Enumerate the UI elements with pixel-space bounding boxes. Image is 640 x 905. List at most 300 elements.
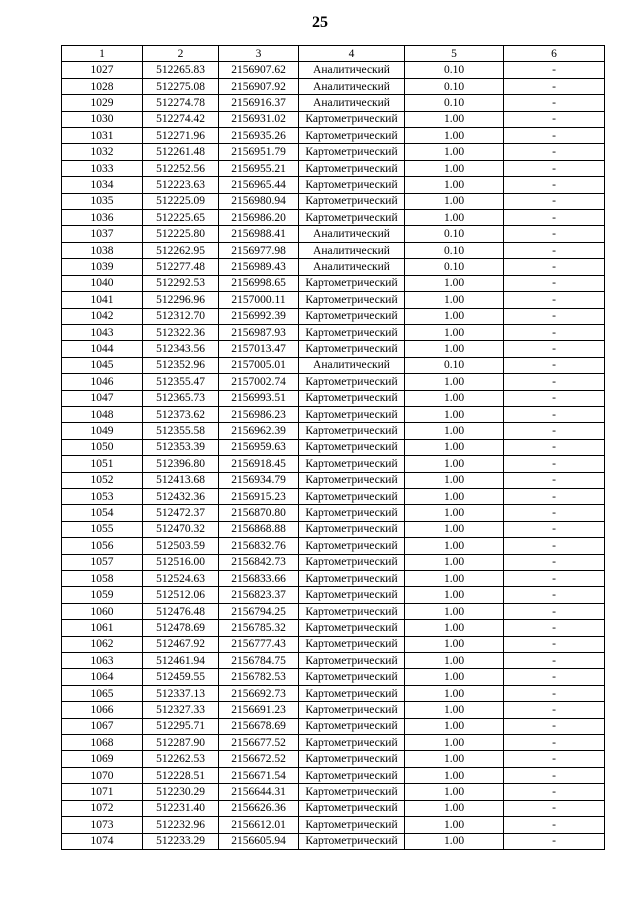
table-row xyxy=(62,488,605,504)
accuracy-cell: 1.00 xyxy=(405,111,504,127)
note-cell: - xyxy=(504,78,605,94)
table-row xyxy=(62,275,605,291)
y-coordinate-cell: 2156988.41 xyxy=(219,226,299,242)
x-coordinate-cell: 512265.83 xyxy=(143,62,219,78)
method-cell: Аналитический xyxy=(299,62,405,78)
point-number-cell: 1031 xyxy=(62,128,143,144)
accuracy-cell: 1.00 xyxy=(405,292,504,308)
y-coordinate-cell: 2157013.47 xyxy=(219,341,299,357)
x-coordinate-cell: 512478.69 xyxy=(143,620,219,636)
note-cell: - xyxy=(504,111,605,127)
accuracy-cell: 1.00 xyxy=(405,718,504,734)
accuracy-cell: 1.00 xyxy=(405,702,504,718)
y-coordinate-cell: 2156918.45 xyxy=(219,456,299,472)
accuracy-cell: 1.00 xyxy=(405,538,504,554)
x-coordinate-cell: 512296.96 xyxy=(143,292,219,308)
accuracy-cell: 1.00 xyxy=(405,521,504,537)
table-row xyxy=(62,210,605,226)
x-coordinate-cell: 512322.36 xyxy=(143,324,219,340)
accuracy-cell: 1.00 xyxy=(405,751,504,767)
x-coordinate-cell: 512252.56 xyxy=(143,160,219,176)
point-number-cell: 1047 xyxy=(62,390,143,406)
point-number-cell: 1040 xyxy=(62,275,143,291)
point-number-cell: 1054 xyxy=(62,505,143,521)
accuracy-cell: 1.00 xyxy=(405,374,504,390)
table-row xyxy=(62,456,605,472)
x-coordinate-cell: 512274.42 xyxy=(143,111,219,127)
x-coordinate-cell: 512373.62 xyxy=(143,406,219,422)
method-cell: Картометрический xyxy=(299,669,405,685)
method-cell: Картометрический xyxy=(299,767,405,783)
point-number-cell: 1069 xyxy=(62,751,143,767)
table-row xyxy=(62,160,605,176)
method-cell: Картометрический xyxy=(299,751,405,767)
method-cell: Аналитический xyxy=(299,78,405,94)
accuracy-cell: 0.10 xyxy=(405,62,504,78)
x-coordinate-cell: 512274.78 xyxy=(143,95,219,111)
note-cell: - xyxy=(504,554,605,570)
method-cell: Картометрический xyxy=(299,177,405,193)
note-cell: - xyxy=(504,324,605,340)
table-row xyxy=(62,702,605,718)
method-cell: Картометрический xyxy=(299,111,405,127)
y-coordinate-cell: 2156977.98 xyxy=(219,242,299,258)
point-number-cell: 1033 xyxy=(62,160,143,176)
x-coordinate-cell: 512476.48 xyxy=(143,603,219,619)
y-coordinate-cell: 2156626.36 xyxy=(219,800,299,816)
accuracy-cell: 1.00 xyxy=(405,603,504,619)
point-number-cell: 1032 xyxy=(62,144,143,160)
table-row xyxy=(62,538,605,554)
point-number-cell: 1055 xyxy=(62,521,143,537)
column-header-1: 1 xyxy=(62,46,143,62)
note-cell: - xyxy=(504,488,605,504)
x-coordinate-cell: 512231.40 xyxy=(143,800,219,816)
point-number-cell: 1070 xyxy=(62,767,143,783)
accuracy-cell: 1.00 xyxy=(405,653,504,669)
method-cell: Картометрический xyxy=(299,456,405,472)
note-cell: - xyxy=(504,521,605,537)
y-coordinate-cell: 2156907.62 xyxy=(219,62,299,78)
point-number-cell: 1042 xyxy=(62,308,143,324)
x-coordinate-cell: 512312.70 xyxy=(143,308,219,324)
point-number-cell: 1062 xyxy=(62,636,143,652)
point-number-cell: 1056 xyxy=(62,538,143,554)
column-header-4: 4 xyxy=(299,46,405,62)
note-cell: - xyxy=(504,341,605,357)
y-coordinate-cell: 2156612.01 xyxy=(219,817,299,833)
y-coordinate-cell: 2156962.39 xyxy=(219,423,299,439)
point-number-cell: 1039 xyxy=(62,259,143,275)
x-coordinate-cell: 512396.80 xyxy=(143,456,219,472)
y-coordinate-cell: 2156980.94 xyxy=(219,193,299,209)
method-cell: Картометрический xyxy=(299,735,405,751)
table-row xyxy=(62,653,605,669)
y-coordinate-cell: 2156692.73 xyxy=(219,685,299,701)
method-cell: Картометрический xyxy=(299,210,405,226)
method-cell: Картометрический xyxy=(299,275,405,291)
x-coordinate-cell: 512225.65 xyxy=(143,210,219,226)
point-number-cell: 1044 xyxy=(62,341,143,357)
y-coordinate-cell: 2156951.79 xyxy=(219,144,299,160)
point-number-cell: 1035 xyxy=(62,193,143,209)
table-row xyxy=(62,292,605,308)
table-body xyxy=(62,62,605,850)
accuracy-cell: 0.10 xyxy=(405,226,504,242)
x-coordinate-cell: 512343.56 xyxy=(143,341,219,357)
note-cell: - xyxy=(504,95,605,111)
note-cell: - xyxy=(504,423,605,439)
point-number-cell: 1063 xyxy=(62,653,143,669)
accuracy-cell: 1.00 xyxy=(405,833,504,849)
y-coordinate-cell: 2156955.21 xyxy=(219,160,299,176)
table-row xyxy=(62,685,605,701)
point-number-cell: 1058 xyxy=(62,571,143,587)
method-cell: Картометрический xyxy=(299,636,405,652)
page-number: 25 xyxy=(312,14,328,31)
accuracy-cell: 1.00 xyxy=(405,308,504,324)
x-coordinate-cell: 512432.36 xyxy=(143,488,219,504)
accuracy-cell: 1.00 xyxy=(405,275,504,291)
accuracy-cell: 1.00 xyxy=(405,817,504,833)
point-number-cell: 1043 xyxy=(62,324,143,340)
table-row xyxy=(62,603,605,619)
accuracy-cell: 1.00 xyxy=(405,193,504,209)
point-number-cell: 1051 xyxy=(62,456,143,472)
note-cell: - xyxy=(504,226,605,242)
method-cell: Картометрический xyxy=(299,817,405,833)
point-number-cell: 1052 xyxy=(62,472,143,488)
accuracy-cell: 1.00 xyxy=(405,620,504,636)
table-row xyxy=(62,423,605,439)
note-cell: - xyxy=(504,308,605,324)
column-header-5: 5 xyxy=(405,46,504,62)
y-coordinate-cell: 2156868.88 xyxy=(219,521,299,537)
table-row xyxy=(62,259,605,275)
accuracy-cell: 1.00 xyxy=(405,341,504,357)
table-row xyxy=(62,242,605,258)
method-cell: Картометрический xyxy=(299,603,405,619)
point-number-cell: 1036 xyxy=(62,210,143,226)
accuracy-cell: 1.00 xyxy=(405,735,504,751)
table-row xyxy=(62,800,605,816)
y-coordinate-cell: 2156842.73 xyxy=(219,554,299,570)
table-row xyxy=(62,571,605,587)
table-row xyxy=(62,144,605,160)
y-coordinate-cell: 2156672.52 xyxy=(219,751,299,767)
point-number-cell: 1057 xyxy=(62,554,143,570)
method-cell: Картометрический xyxy=(299,653,405,669)
note-cell: - xyxy=(504,669,605,685)
point-number-cell: 1034 xyxy=(62,177,143,193)
accuracy-cell: 1.00 xyxy=(405,423,504,439)
y-coordinate-cell: 2157002.74 xyxy=(219,374,299,390)
accuracy-cell: 1.00 xyxy=(405,144,504,160)
accuracy-cell: 0.10 xyxy=(405,95,504,111)
y-coordinate-cell: 2156916.37 xyxy=(219,95,299,111)
point-number-cell: 1073 xyxy=(62,817,143,833)
accuracy-cell: 1.00 xyxy=(405,390,504,406)
point-number-cell: 1041 xyxy=(62,292,143,308)
table-row xyxy=(62,406,605,422)
method-cell: Картометрический xyxy=(299,587,405,603)
table-row xyxy=(62,78,605,94)
method-cell: Картометрический xyxy=(299,685,405,701)
y-coordinate-cell: 2156691.23 xyxy=(219,702,299,718)
y-coordinate-cell: 2156823.37 xyxy=(219,587,299,603)
y-coordinate-cell: 2156998.65 xyxy=(219,275,299,291)
table-row xyxy=(62,735,605,751)
note-cell: - xyxy=(504,751,605,767)
y-coordinate-cell: 2156785.32 xyxy=(219,620,299,636)
note-cell: - xyxy=(504,800,605,816)
note-cell: - xyxy=(504,472,605,488)
note-cell: - xyxy=(504,456,605,472)
table-row xyxy=(62,817,605,833)
table-row xyxy=(62,357,605,373)
note-cell: - xyxy=(504,62,605,78)
point-number-cell: 1071 xyxy=(62,784,143,800)
note-cell: - xyxy=(504,718,605,734)
note-cell: - xyxy=(504,636,605,652)
table-row xyxy=(62,128,605,144)
method-cell: Картометрический xyxy=(299,620,405,636)
y-coordinate-cell: 2156784.75 xyxy=(219,653,299,669)
note-cell: - xyxy=(504,390,605,406)
x-coordinate-cell: 512275.08 xyxy=(143,78,219,94)
x-coordinate-cell: 512223.63 xyxy=(143,177,219,193)
note-cell: - xyxy=(504,685,605,701)
accuracy-cell: 1.00 xyxy=(405,669,504,685)
method-cell: Картометрический xyxy=(299,423,405,439)
note-cell: - xyxy=(504,193,605,209)
accuracy-cell: 1.00 xyxy=(405,128,504,144)
accuracy-cell: 1.00 xyxy=(405,767,504,783)
column-header-3: 3 xyxy=(219,46,299,62)
x-coordinate-cell: 512413.68 xyxy=(143,472,219,488)
point-number-cell: 1028 xyxy=(62,78,143,94)
table-row xyxy=(62,505,605,521)
note-cell: - xyxy=(504,702,605,718)
point-number-cell: 1065 xyxy=(62,685,143,701)
method-cell: Картометрический xyxy=(299,292,405,308)
table-row xyxy=(62,669,605,685)
method-cell: Картометрический xyxy=(299,718,405,734)
method-cell: Аналитический xyxy=(299,259,405,275)
accuracy-cell: 1.00 xyxy=(405,324,504,340)
y-coordinate-cell: 2156986.20 xyxy=(219,210,299,226)
x-coordinate-cell: 512365.73 xyxy=(143,390,219,406)
y-coordinate-cell: 2156992.39 xyxy=(219,308,299,324)
accuracy-cell: 0.10 xyxy=(405,259,504,275)
x-coordinate-cell: 512262.95 xyxy=(143,242,219,258)
method-cell: Картометрический xyxy=(299,554,405,570)
accuracy-cell: 1.00 xyxy=(405,571,504,587)
y-coordinate-cell: 2156777.43 xyxy=(219,636,299,652)
accuracy-cell: 1.00 xyxy=(405,800,504,816)
point-number-cell: 1038 xyxy=(62,242,143,258)
point-number-cell: 1050 xyxy=(62,439,143,455)
point-number-cell: 1061 xyxy=(62,620,143,636)
x-coordinate-cell: 512233.29 xyxy=(143,833,219,849)
note-cell: - xyxy=(504,160,605,176)
method-cell: Картометрический xyxy=(299,439,405,455)
point-number-cell: 1049 xyxy=(62,423,143,439)
method-cell: Картометрический xyxy=(299,521,405,537)
x-coordinate-cell: 512277.48 xyxy=(143,259,219,275)
x-coordinate-cell: 512295.71 xyxy=(143,718,219,734)
note-cell: - xyxy=(504,374,605,390)
note-cell: - xyxy=(504,177,605,193)
accuracy-cell: 1.00 xyxy=(405,210,504,226)
method-cell: Картометрический xyxy=(299,784,405,800)
point-number-cell: 1068 xyxy=(62,735,143,751)
x-coordinate-cell: 512261.48 xyxy=(143,144,219,160)
note-cell: - xyxy=(504,620,605,636)
y-coordinate-cell: 2156934.79 xyxy=(219,472,299,488)
method-cell: Картометрический xyxy=(299,308,405,324)
y-coordinate-cell: 2156832.76 xyxy=(219,538,299,554)
y-coordinate-cell: 2156915.23 xyxy=(219,488,299,504)
point-number-cell: 1059 xyxy=(62,587,143,603)
x-coordinate-cell: 512327.33 xyxy=(143,702,219,718)
note-cell: - xyxy=(504,767,605,783)
table-header-row xyxy=(62,46,605,62)
x-coordinate-cell: 512228.51 xyxy=(143,767,219,783)
point-number-cell: 1072 xyxy=(62,800,143,816)
accuracy-cell: 0.10 xyxy=(405,242,504,258)
note-cell: - xyxy=(504,571,605,587)
note-cell: - xyxy=(504,357,605,373)
y-coordinate-cell: 2156989.43 xyxy=(219,259,299,275)
note-cell: - xyxy=(504,833,605,849)
note-cell: - xyxy=(504,128,605,144)
x-coordinate-cell: 512461.94 xyxy=(143,653,219,669)
x-coordinate-cell: 512459.55 xyxy=(143,669,219,685)
table-row xyxy=(62,784,605,800)
method-cell: Картометрический xyxy=(299,160,405,176)
method-cell: Картометрический xyxy=(299,128,405,144)
method-cell: Аналитический xyxy=(299,357,405,373)
y-coordinate-cell: 2156794.25 xyxy=(219,603,299,619)
x-coordinate-cell: 512271.96 xyxy=(143,128,219,144)
y-coordinate-cell: 2156605.94 xyxy=(219,833,299,849)
note-cell: - xyxy=(504,275,605,291)
x-coordinate-cell: 512337.13 xyxy=(143,685,219,701)
note-cell: - xyxy=(504,144,605,160)
point-number-cell: 1029 xyxy=(62,95,143,111)
table-row xyxy=(62,177,605,193)
note-cell: - xyxy=(504,538,605,554)
method-cell: Аналитический xyxy=(299,242,405,258)
method-cell: Картометрический xyxy=(299,702,405,718)
point-number-cell: 1053 xyxy=(62,488,143,504)
y-coordinate-cell: 2156870.80 xyxy=(219,505,299,521)
y-coordinate-cell: 2156931.02 xyxy=(219,111,299,127)
point-number-cell: 1060 xyxy=(62,603,143,619)
point-number-cell: 1066 xyxy=(62,702,143,718)
table-row xyxy=(62,390,605,406)
accuracy-cell: 1.00 xyxy=(405,636,504,652)
x-coordinate-cell: 512292.53 xyxy=(143,275,219,291)
note-cell: - xyxy=(504,406,605,422)
method-cell: Картометрический xyxy=(299,571,405,587)
y-coordinate-cell: 2156677.52 xyxy=(219,735,299,751)
method-cell: Картометрический xyxy=(299,505,405,521)
point-number-cell: 1048 xyxy=(62,406,143,422)
note-cell: - xyxy=(504,817,605,833)
table-row xyxy=(62,833,605,849)
y-coordinate-cell: 2156782.53 xyxy=(219,669,299,685)
table-row xyxy=(62,62,605,78)
accuracy-cell: 0.10 xyxy=(405,78,504,94)
accuracy-cell: 1.00 xyxy=(405,784,504,800)
note-cell: - xyxy=(504,603,605,619)
x-coordinate-cell: 512355.47 xyxy=(143,374,219,390)
accuracy-cell: 1.00 xyxy=(405,505,504,521)
x-coordinate-cell: 512225.80 xyxy=(143,226,219,242)
accuracy-cell: 1.00 xyxy=(405,685,504,701)
y-coordinate-cell: 2156678.69 xyxy=(219,718,299,734)
accuracy-cell: 1.00 xyxy=(405,456,504,472)
method-cell: Картометрический xyxy=(299,324,405,340)
table-row xyxy=(62,111,605,127)
y-coordinate-cell: 2156671.54 xyxy=(219,767,299,783)
y-coordinate-cell: 2156986.23 xyxy=(219,406,299,422)
x-coordinate-cell: 512503.59 xyxy=(143,538,219,554)
note-cell: - xyxy=(504,242,605,258)
x-coordinate-cell: 512232.96 xyxy=(143,817,219,833)
method-cell: Картометрический xyxy=(299,833,405,849)
x-coordinate-cell: 512230.29 xyxy=(143,784,219,800)
table-row xyxy=(62,308,605,324)
x-coordinate-cell: 512262.53 xyxy=(143,751,219,767)
note-cell: - xyxy=(504,505,605,521)
column-header-2: 2 xyxy=(143,46,219,62)
table-row xyxy=(62,472,605,488)
y-coordinate-cell: 2156965.44 xyxy=(219,177,299,193)
method-cell: Картометрический xyxy=(299,472,405,488)
accuracy-cell: 0.10 xyxy=(405,357,504,373)
accuracy-cell: 1.00 xyxy=(405,177,504,193)
table-row xyxy=(62,767,605,783)
x-coordinate-cell: 512470.32 xyxy=(143,521,219,537)
table-row xyxy=(62,439,605,455)
coordinates-table xyxy=(61,45,605,850)
table-row xyxy=(62,226,605,242)
method-cell: Картометрический xyxy=(299,488,405,504)
y-coordinate-cell: 2156959.63 xyxy=(219,439,299,455)
table-row xyxy=(62,554,605,570)
point-number-cell: 1046 xyxy=(62,374,143,390)
table-row xyxy=(62,95,605,111)
x-coordinate-cell: 512472.37 xyxy=(143,505,219,521)
x-coordinate-cell: 512516.00 xyxy=(143,554,219,570)
method-cell: Картометрический xyxy=(299,144,405,160)
table-row xyxy=(62,751,605,767)
method-cell: Картометрический xyxy=(299,193,405,209)
method-cell: Картометрический xyxy=(299,538,405,554)
table-row xyxy=(62,341,605,357)
point-number-cell: 1064 xyxy=(62,669,143,685)
accuracy-cell: 1.00 xyxy=(405,439,504,455)
table-row xyxy=(62,374,605,390)
method-cell: Аналитический xyxy=(299,95,405,111)
y-coordinate-cell: 2157005.01 xyxy=(219,357,299,373)
point-number-cell: 1074 xyxy=(62,833,143,849)
note-cell: - xyxy=(504,784,605,800)
method-cell: Картометрический xyxy=(299,406,405,422)
